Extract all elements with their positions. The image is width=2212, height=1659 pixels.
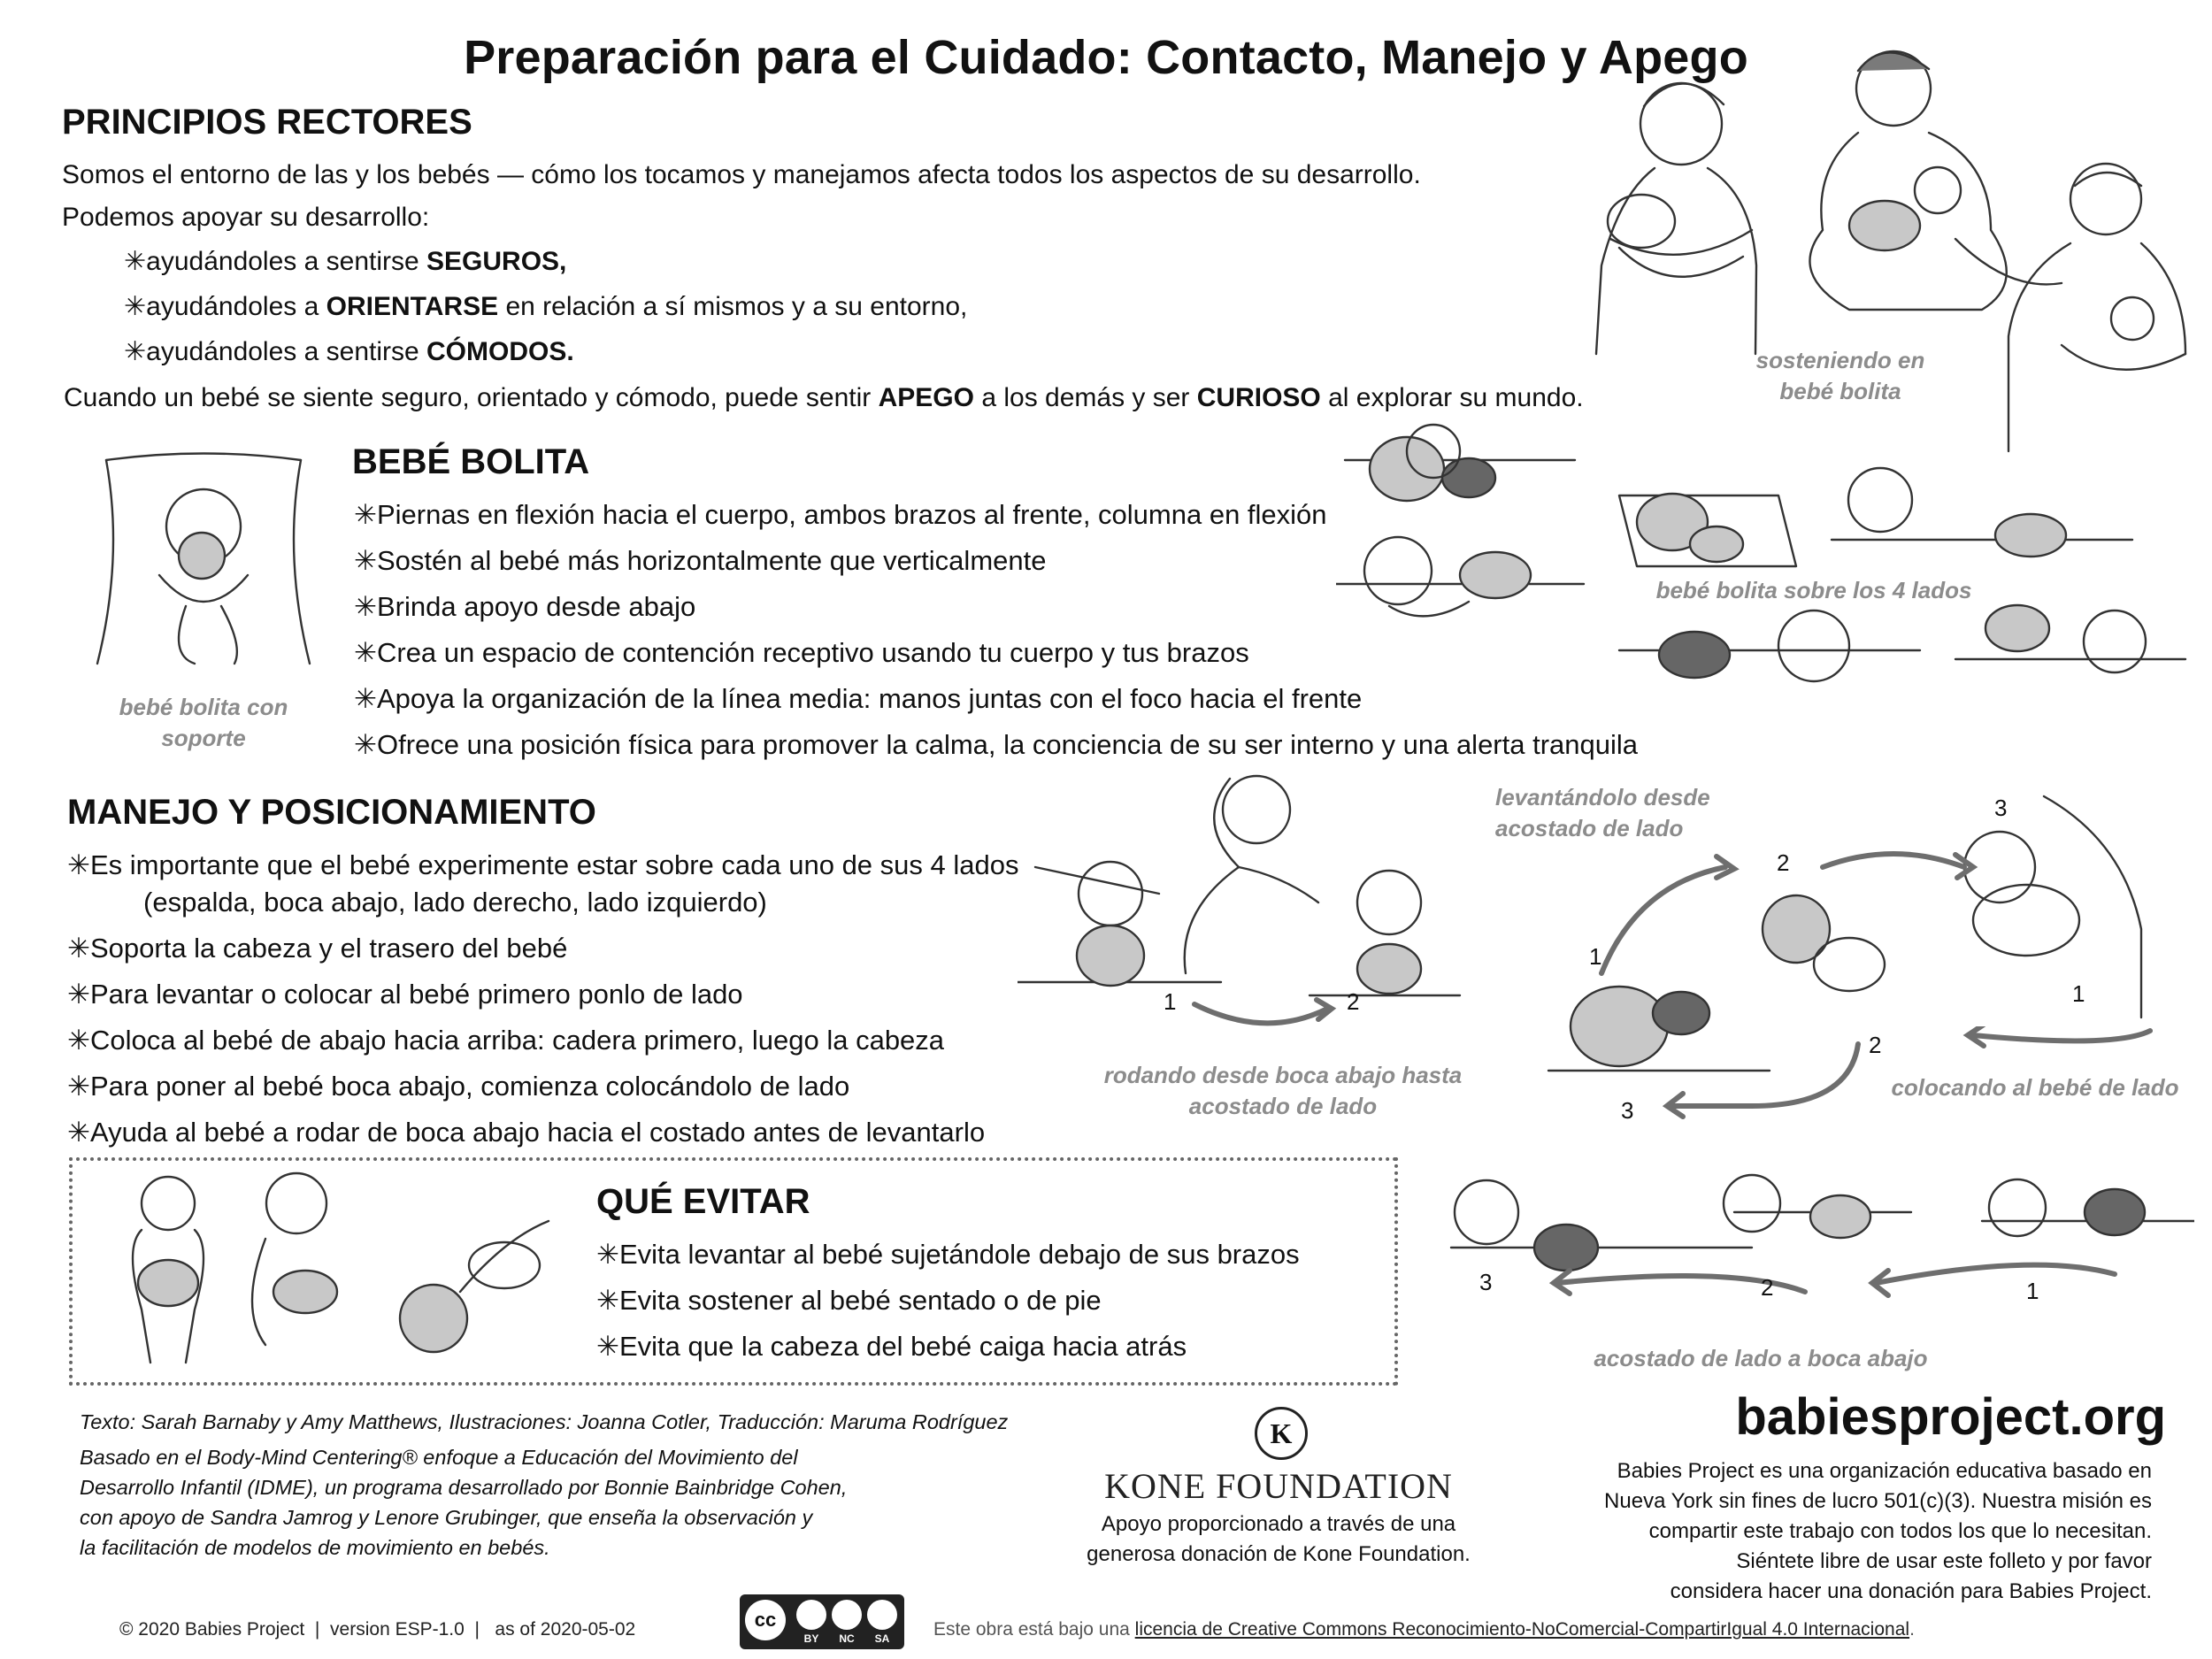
levantando-step-1: 1	[1589, 943, 1602, 970]
bullet-icon: ✳	[67, 1117, 90, 1148]
bolita-supported-illustration	[88, 451, 319, 672]
levantando-step-2: 2	[1777, 849, 1790, 876]
manejo-item-2: ✳Soporta la cabeza y el trasero del bebé	[67, 933, 568, 964]
nc-icon	[832, 1600, 862, 1630]
sa-label: SA	[874, 1632, 890, 1645]
acostado-step-2: 2	[1761, 1274, 1774, 1301]
bullet-icon: ✳	[354, 683, 377, 714]
evitar-item-3: ✳Evita que la cabeza del bebé caiga hacia atrás	[596, 1331, 1187, 1362]
caption-sosteniendo: sosteniendo en bebé bolita	[1755, 347, 1925, 405]
evitar-illustration	[88, 1168, 584, 1371]
caption-bolita-4-lados: bebé bolita sobre los 4 lados	[1655, 577, 1972, 603]
nc-label: NC	[839, 1632, 855, 1645]
footer-copyright: © 2020 Babies Project | version ESP-1.0 | as of 2020-05-02	[119, 1619, 636, 1640]
license-link[interactable]: licencia de Creative Commons Reconocimiento-NoComercial-CompartirIgual 4.0 Internacional	[1134, 1619, 1910, 1640]
acostado-step-3: 3	[1479, 1269, 1493, 1295]
bolita-heading: BEBÉ BOLITA	[352, 442, 590, 481]
bolita-item-4: ✳Crea un espacio de contención receptivo usando tu cuerpo y tus brazos	[354, 637, 1249, 668]
bullet-icon: ✳	[124, 337, 147, 366]
acostado-arrows	[1540, 1256, 2141, 1318]
kone-name: KONE FOUNDATION	[1104, 1466, 1453, 1506]
by-label: BY	[803, 1632, 819, 1645]
cc-icon: cc	[745, 1600, 786, 1640]
acostado-step-1: 1	[2026, 1278, 2039, 1304]
principios-closing: Cuando un bebé se siente seguro, orientado y cómodo, puede sentir APEGO a los demás y ser CURIOSO al explorar su mundo.	[64, 383, 1584, 412]
manejo-item-6: ✳Ayuda al bebé a rodar de boca abajo hacia el costado antes de levantarlo	[67, 1117, 986, 1148]
credits-line: Texto: Sarah Barnaby y Amy Matthews, Ilustraciones: Joanna Cotler, Traducción: Maruma Rodríguez	[80, 1410, 1009, 1433]
bullet-icon: ✳	[124, 292, 147, 321]
caption-acostado: acostado de lado a boca abajo	[1594, 1345, 1928, 1371]
rodando-step-2: 2	[1347, 988, 1360, 1015]
bolita-four-sides-illustration	[1336, 416, 2203, 726]
colocando-step-3: 3	[1621, 1097, 1634, 1124]
principios-intro-1: Somos el entorno de las y los bebés — cómo los tocamos y manejamos afecta todos los aspectos de su desarrollo.	[62, 160, 1421, 189]
credits-based: Basado en el Body-Mind Centering® enfoque a Educación del Movimiento del Desarrollo Infantil (IDME), un programa desarrollado por Bonnie Bainbridge Cohen, con apoyo de Sandra Jamrog y Lenore Grubinger, que enseña la observación y la facilitación de modelos de movimiento en bebés.	[80, 1446, 848, 1560]
bullet-icon: ✳	[67, 849, 90, 880]
bullet-icon: ✳	[354, 545, 377, 576]
manejo-heading: MANEJO Y POSICIONAMIENTO	[67, 793, 596, 832]
bullet-icon: ✳	[124, 247, 147, 276]
colocando-step-1: 1	[2072, 980, 2085, 1007]
bullet-icon: ✳	[354, 637, 377, 668]
caption-levantando: levantándolo desde acostado de lado	[1495, 784, 1710, 842]
manejo-item-5: ✳Para poner al bebé boca abajo, comienza colocándolo de lado	[67, 1071, 850, 1102]
bolita-item-5: ✳Apoya la organización de la línea media: manos juntas con el foco hacia el frente	[354, 683, 1363, 714]
page-title: Preparación para el Cuidado: Contacto, Manejo y Apego	[464, 31, 1748, 84]
rodando-arrow	[1186, 982, 1345, 1035]
evitar-heading: QUÉ EVITAR	[596, 1182, 810, 1221]
bullet-icon: ✳	[354, 591, 377, 622]
evitar-item-1: ✳Evita levantar al bebé sujetándole debajo de sus brazos	[596, 1239, 1300, 1270]
bullet-icon: ✳	[354, 499, 377, 530]
principios-item-3: ✳ayudándoles a sentirse CÓMODOS.	[124, 337, 574, 366]
bullet-icon: ✳	[67, 1071, 90, 1102]
levantando-step-3: 3	[1994, 795, 2008, 821]
manejo-item-4: ✳Coloca al bebé de abajo hacia arriba: cadera primero, luego la cabeza	[67, 1025, 945, 1056]
evitar-item-2: ✳Evita sostener al bebé sentado o de pie	[596, 1285, 1102, 1316]
kone-support-text: Apoyo proporcionado a través de una generosa donación de Kone Foundation.	[1087, 1512, 1471, 1566]
caption-colocando: colocando al bebé de lado	[1891, 1074, 2179, 1101]
footer-license: Este obra está bajo una licencia de Creative Commons Reconocimiento-NoComercial-CompartirIgual 4.0 Internacional.	[933, 1619, 1915, 1640]
bullet-icon: ✳	[596, 1285, 619, 1316]
principios-item-1: ✳ayudándoles a sentirse SEGUROS,	[124, 247, 567, 276]
bullet-icon: ✳	[354, 729, 377, 760]
principios-intro-2: Podemos apoyar su desarrollo:	[62, 203, 430, 232]
principios-item-2: ✳ayudándoles a ORIENTARSE en relación a sí mismos y a su entorno,	[124, 292, 968, 321]
bolita-item-2: ✳Sostén al bebé más horizontalmente que verticalmente	[354, 545, 1047, 576]
by-icon	[796, 1600, 826, 1630]
cc-license-badge[interactable]	[740, 1594, 904, 1649]
principios-heading: PRINCIPIOS RECTORES	[62, 103, 472, 142]
rodando-step-1: 1	[1164, 988, 1177, 1015]
sa-icon	[867, 1600, 897, 1630]
levantando-arrows	[1584, 849, 2017, 991]
colocando-step-2: 2	[1869, 1032, 1882, 1058]
bullet-icon: ✳	[67, 933, 90, 964]
bolita-item-3: ✳Brinda apoyo desde abajo	[354, 591, 696, 622]
bullet-icon: ✳	[596, 1331, 619, 1362]
manejo-item-3: ✳Para levantar o colocar al bebé primero ponlo de lado	[67, 979, 743, 1010]
bullet-icon: ✳	[596, 1239, 619, 1270]
kone-logo-icon: K	[1255, 1407, 1308, 1460]
caption-bolita-soporte: bebé bolita con soporte	[119, 694, 288, 752]
bolita-item-6: ✳Ofrece una posición física para promover la calma, la conciencia de su ser interno y una alerta tranquila	[354, 729, 1639, 760]
bullet-icon: ✳	[67, 1025, 90, 1056]
bullet-icon: ✳	[67, 979, 90, 1010]
manejo-item-1-sub: (espalda, boca abajo, lado derecho, lado izquierdo)	[143, 887, 767, 918]
manejo-item-1: ✳Es importante que el bebé experimente estar sobre cada uno de sus 4 lados	[67, 849, 1019, 880]
caption-rodando: rodando desde boca abajo hasta acostado de lado	[1103, 1062, 1463, 1120]
bolita-item-1: ✳Piernas en flexión hacia el cuerpo, ambos brazos al frente, columna en flexión	[354, 499, 1327, 530]
org-description: Babies Project es una organización educativa basado en Nueva York sin fines de lucro 501(c)(3). Nuestra misión es compartir este trabajo con todos los que lo necesitan. Siéntete libre de usar este folleto y por favor considera hacer una donación para Babies Project.	[1604, 1459, 2152, 1604]
site-link[interactable]: babiesproject.org	[1735, 1388, 2166, 1446]
